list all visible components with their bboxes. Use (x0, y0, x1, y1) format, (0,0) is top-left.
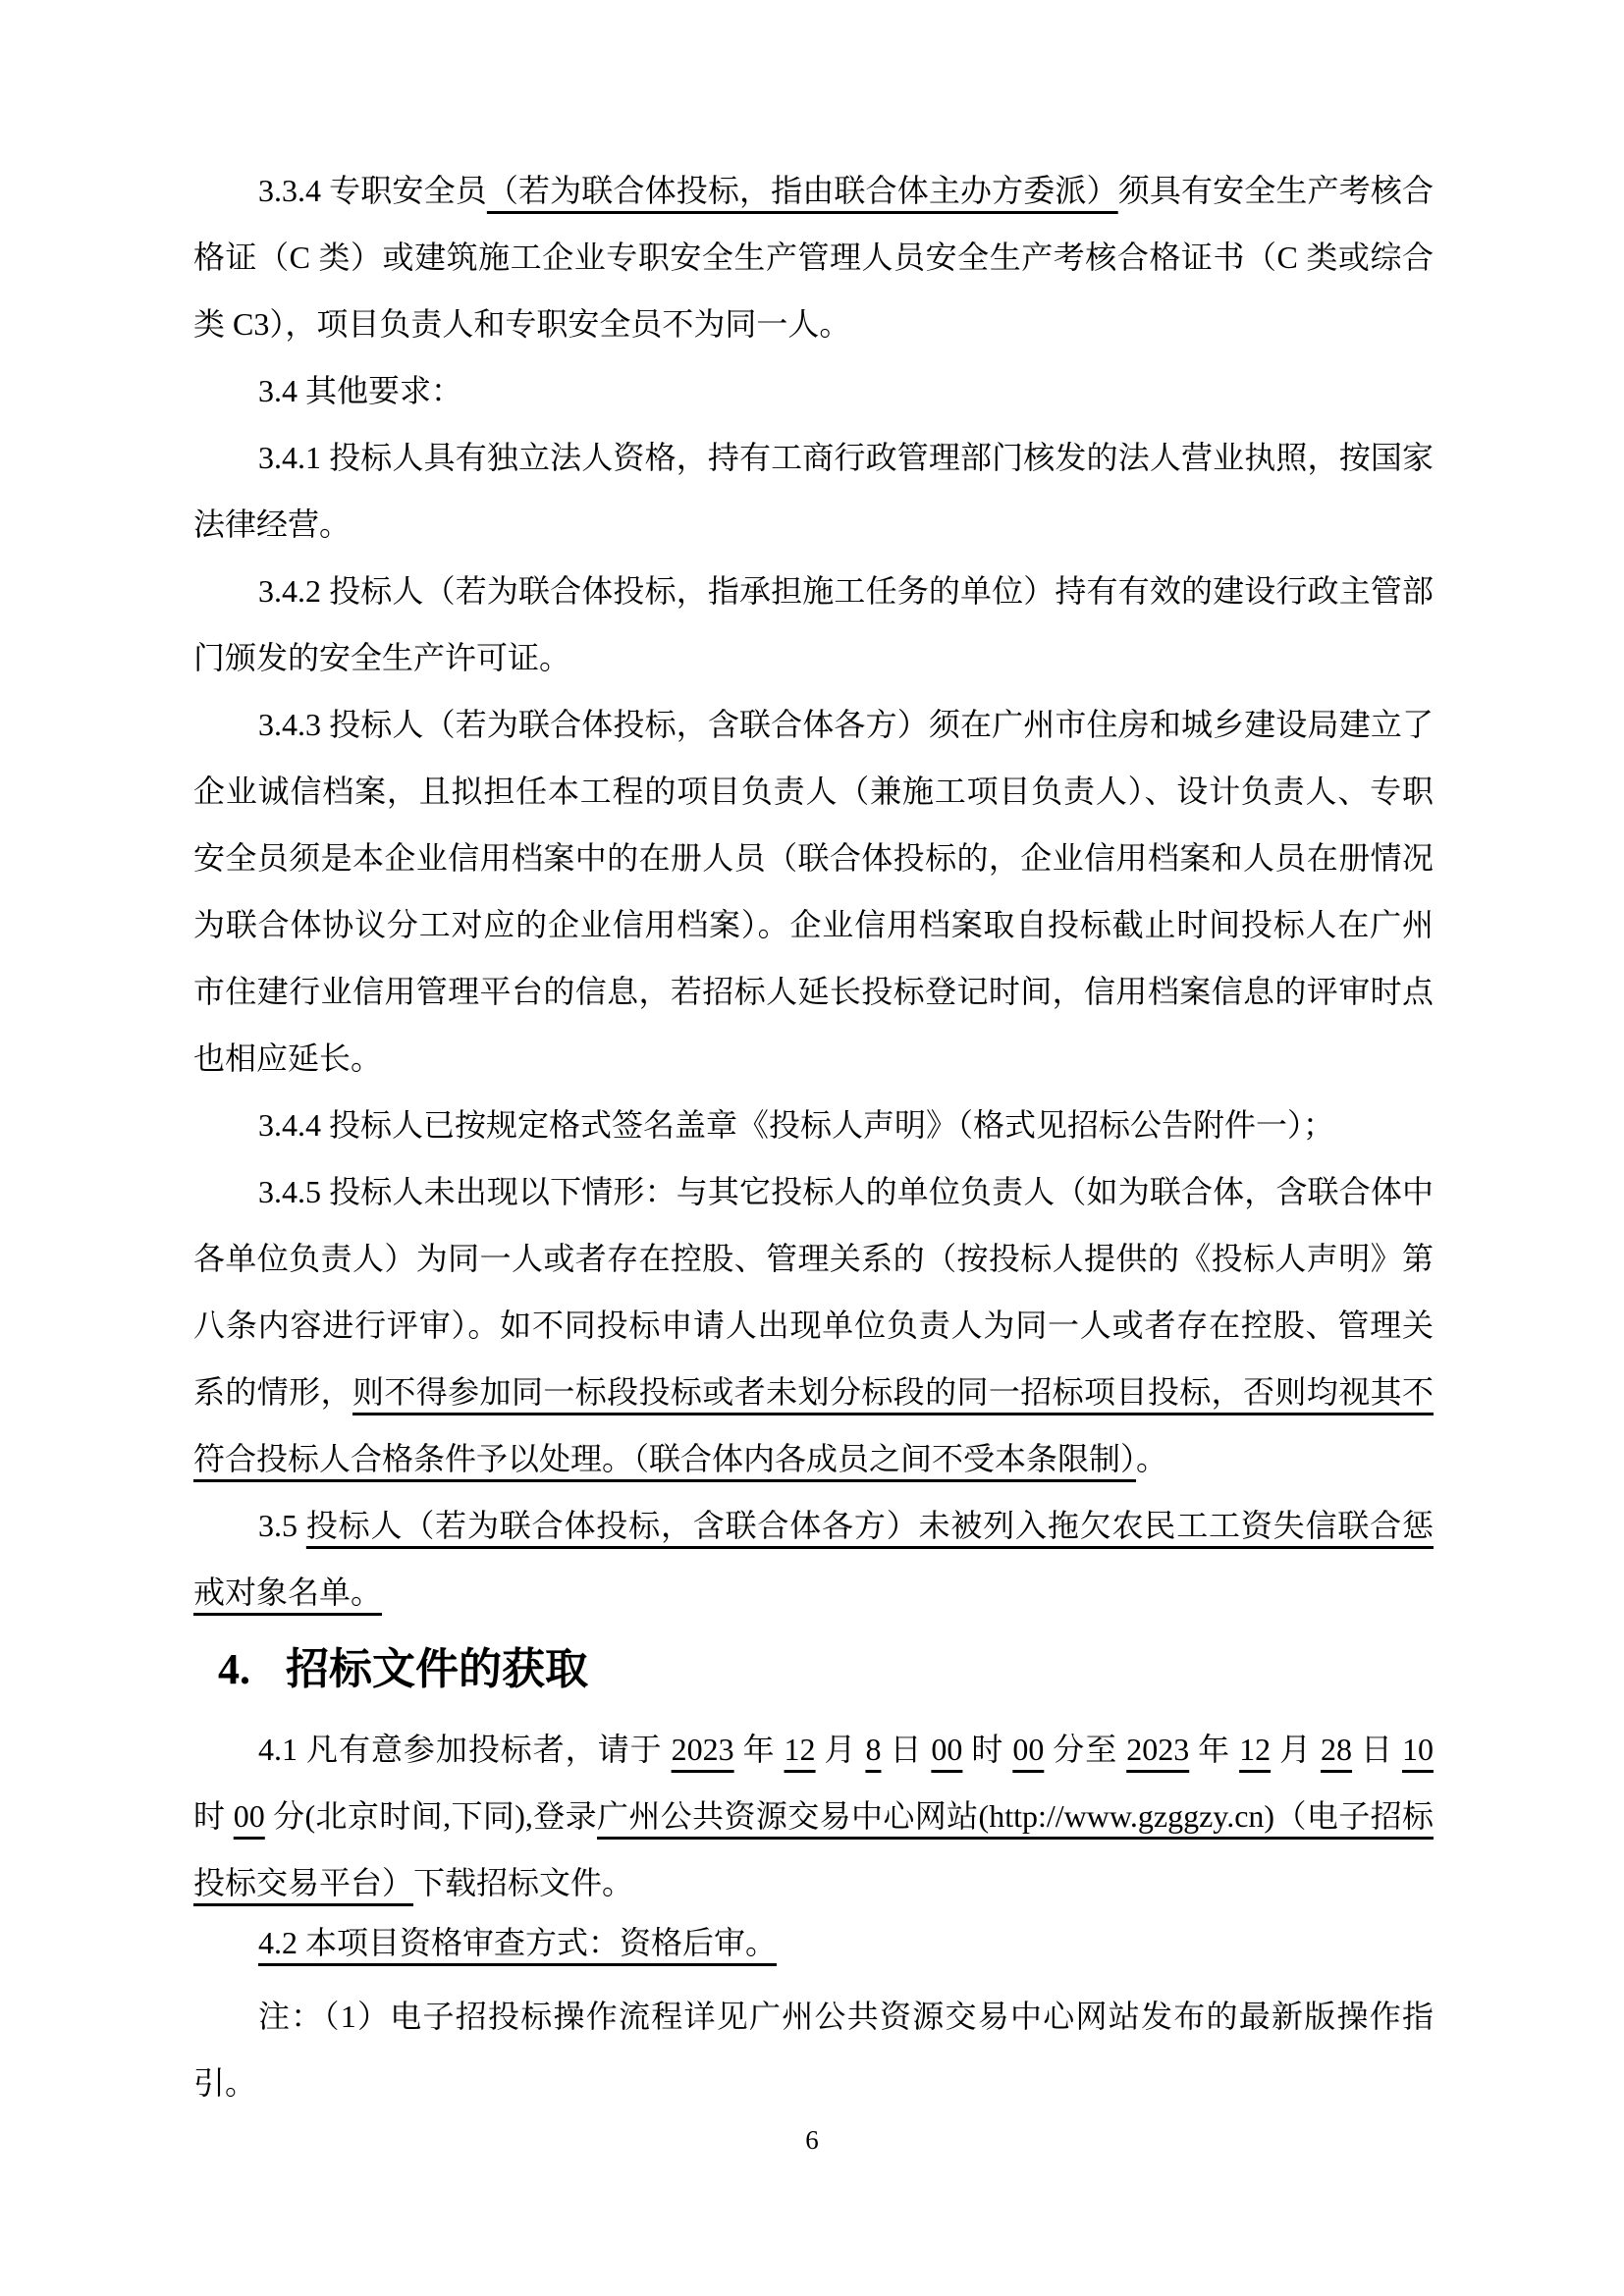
text-segment: 日 (1352, 1732, 1402, 1767)
para-3-4 (193, 357, 1434, 424)
text-segment: 4.1 凡有意参加投标者，请于 (258, 1732, 672, 1767)
text-segment: 须具有安全生产考核合格证（C 类）或建筑施工企业专职安全生产管理人员安全生产考核合格证书（C 类或综合类 C3），项目负责人和专职安全员不为同一人。 (193, 173, 1434, 342)
section-heading-4 (218, 1639, 1434, 1700)
text-segment: 3.5 (258, 1508, 306, 1543)
underlined-text-segment: 00 (931, 1732, 963, 1767)
para-3-5 (193, 1492, 1434, 1626)
underlined-text-segment: 8 (865, 1732, 882, 1767)
para-3-4-3 (193, 691, 1434, 1092)
underlined-text-segment: 00 (233, 1798, 265, 1834)
para-4-1 (193, 1716, 1434, 1916)
para-3-4-1 (193, 424, 1434, 558)
text-segment: 年 (733, 1732, 785, 1767)
text-segment: 月 (815, 1732, 866, 1767)
page-number: 6 (805, 2125, 819, 2155)
text-segment: 3.4.2 投标人（若为联合体投标，指承担施工任务的单位）持有有效的建设行政主管部门颁发的安全生产许可证。 (193, 573, 1434, 675)
underlined-text-segment: 00 (1012, 1732, 1045, 1767)
underlined-text-segment: 广州公共资源交易中心网站(http://www.gzggzy.cn)（电子招标投标交易平台） (193, 1798, 1434, 1900)
text-segment: 时 (193, 1798, 234, 1834)
text-segment: 年 (1189, 1732, 1240, 1767)
text-segment: 3.4.5 投标人未出现以下情形：与其它投标人的单位负责人（如为联合体，含联合体中各单位负责人）为同一人或者存在控股、管理关系的（按投标人提供的《投标人声明》第八条内容进行评审）。如不同投标申请人出现单位负责人为同一人或者存在控股、管理关系的情形， (193, 1174, 1434, 1410)
text-segment: 3.4.1 投标人具有独立法人资格，持有工商行政管理部门核发的法人营业执照，按国家法律经营。 (193, 440, 1434, 542)
para-3-3-4 (193, 157, 1434, 357)
para-3-4-4 (193, 1092, 1434, 1158)
para-3-4-2 (193, 558, 1434, 691)
text-segment: 时 (962, 1732, 1013, 1767)
text-segment: 分至 (1044, 1732, 1127, 1767)
text-segment: 3.4 其他要求： (258, 373, 463, 408)
text-segment: 注：（1）电子招投标操作流程详见广州公共资源交易中心网站发布的最新版操作指引。 (193, 1999, 1434, 2101)
underlined-text-segment: （若为联合体投标，指由联合体主办方委派） (486, 173, 1118, 208)
text-segment: 3.4.3 投标人（若为联合体投标，含联合体各方）须在广州市住房和城乡建设局建立了企业诚信档案，且拟担任本工程的项目负责人（兼施工项目负责人）、设计负责人、专职安全员须是本企业信用档案中的在册人员（联合体投标的，企业信用档案和人员在册情况为联合体协议分工对应的企业信用档案）。企业信用档案取自投标截止时间投标人在广州市住建行业信用管理平台的信息，若招标人延长投标登记时间，信用档案信息的评审时点也相应延长。 (193, 707, 1434, 1076)
para-4-2 (193, 1916, 1434, 1969)
underlined-text-segment: 则不得参加同一标段投标或者未划分标段的同一招标项目投标，否则均视其不符合投标人合格条件予以处理。（联合体内各成员之间不受本条限制） (193, 1374, 1434, 1476)
section-number: 4. (218, 1645, 250, 1693)
underlined-text-segment: 2023 (671, 1732, 734, 1767)
underlined-text-segment: 投标人（若为联合体投标，含联合体各方）未被列入拖欠农民工工资失信联合惩戒对象名单。 (193, 1508, 1434, 1610)
section-title: 招标文件的获取 (286, 1645, 588, 1693)
underlined-text-segment: 28 (1321, 1732, 1353, 1767)
underlined-text-segment: 12 (1239, 1732, 1272, 1767)
underlined-text-segment: 10 (1401, 1732, 1434, 1767)
underlined-text-segment: 2023 (1126, 1732, 1190, 1767)
text-segment: 3.4.4 投标人已按规定格式签名盖章《投标人声明》（格式见招标公告附件一）； (258, 1107, 1335, 1143)
text-segment: 月 (1271, 1732, 1322, 1767)
text-segment: 下载招标文件。 (413, 1865, 634, 1900)
text-segment: 3.3.4 专职安全员 (258, 173, 487, 208)
underlined-text-segment: 4.2 本项目资格审查方式：资格后审。 (258, 1925, 778, 1960)
text-segment: 分(北京时间,下同),登录 (264, 1798, 597, 1834)
document-body (193, 157, 1434, 2116)
para-note (193, 1983, 1434, 2116)
underlined-text-segment: 12 (784, 1732, 816, 1767)
text-segment: 日 (881, 1732, 932, 1767)
text-segment: 。 (1136, 1441, 1168, 1476)
para-3-4-5 (193, 1158, 1434, 1492)
